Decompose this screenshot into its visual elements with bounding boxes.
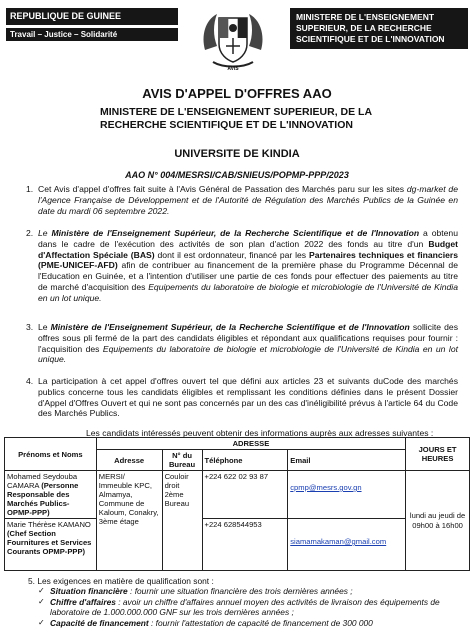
paragraph-2-number: 2.: [26, 228, 34, 238]
col-phone-header: Téléphone: [202, 450, 288, 471]
paragraph-3-number: 3.: [26, 322, 34, 332]
paragraph-text-run: dont il est ordonnateur, financé par les: [154, 249, 309, 260]
list-item: [28, 586, 468, 596]
requirement-text: : fournir l'attestation de capacité de financement de 300 000: [148, 617, 373, 628]
paragraph-text-run: La participation à cet appel d'offres ouvert tel que défini aux articles 23 et suivants duCode des marchés publics concerne tous les candidats éligibles et remplissant les conditions définies dans le présent Dossier d'Appel d'Offres Ouvert et qui ne sont pas concernés par un des cas d'inéligibilité prévus à l'article 64 du Code des Marchés Publics.: [38, 376, 458, 419]
contact-1-cell: [5, 471, 97, 519]
col-name-header: Prénoms et Noms: [5, 438, 97, 471]
guinea-coat-of-arms-icon: [199, 6, 267, 74]
contact-2-name: Marie Thérèse KAMANO: [7, 520, 91, 529]
office-cell: Couloir droit 2ème Bureau: [162, 471, 202, 571]
paragraph-4-number: 4.: [26, 376, 34, 386]
notice-title: AVIS D'APPEL D'OFFRES AAO: [142, 86, 332, 101]
paragraph-1-number: 1.: [26, 184, 34, 194]
paragraph-text-run: Cet Avis d'appel d'offres fait suite à l'Avis Général de Passation des Marchés paru sur les sites: [38, 184, 407, 194]
paragraph-2: [38, 228, 458, 304]
list-item: [28, 597, 468, 618]
requirements-section: [28, 576, 468, 628]
paragraph-text-run: Le: [38, 322, 51, 332]
paragraph-text-run: afin de contribuer au financement de la première phase du Programme Décennal de l'Education en Guinée, et a l'intention d'utiliser une partie de ces fonds pour effectuer des paiements au titre de marché d'acquisition des: [38, 260, 458, 292]
address-cell: MERSI/ Immeuble KPC, Almamya, Commune de Kaloum, Conakry, 3ème étage: [96, 471, 162, 571]
paragraph-text-run: Le: [38, 228, 52, 238]
republic-motto: Travail – Justice – Solidarité: [6, 28, 178, 41]
col-address-header: Adresse: [96, 450, 162, 471]
col-office-header: N° du Bureau: [162, 450, 202, 471]
contact-2-cell: [5, 519, 97, 571]
header-left: [6, 8, 178, 41]
requirement-text: : fournir une situation financière des trois dernières années ;: [127, 586, 353, 597]
table-row: [5, 519, 470, 571]
contact-1-email-link[interactable]: cpmp@mesrs.gov.gn: [290, 483, 362, 492]
ministry-name: MINISTERE DE L'ENSEIGNEMENT SUPERIEUR, DE LA RECHERCHE SCIENTIFIQUE ET DE L'INNOVATION: [100, 106, 372, 131]
ministry-header: MINISTERE DE L'ENSEIGNEMENT SUPERIEUR, DE LA RECHERCHE SCIENTIFIQUE ET DE L'INNOVATION: [290, 8, 468, 49]
requirement-text: : avoir un chiffre d'affaires annuel moyen des activités de livraison des équipements de laboratoire de 1.000.000.000 GNF sur les trois dernières années ;: [50, 596, 440, 618]
requirement-label: Situation financière: [50, 586, 128, 597]
col-email-header: Email: [288, 450, 406, 471]
paragraph-text-run: Ministère de l'Enseignement Supérieur, de la Recherche Scientifique et de l'Innovation: [51, 228, 420, 238]
emblem-caption: AVIS: [227, 66, 239, 72]
requirements-intro: [28, 576, 468, 586]
contact-1-role: (Personne Responsable des Marchés Publics-OPMP-PPP): [7, 481, 79, 517]
contacts-table: [4, 437, 470, 571]
hours-cell: lundi au jeudi de 09h00 à 16h00: [406, 471, 470, 571]
contact-2-role: (Chef Section Fournitures et Services Courants OPMP-PPP): [7, 529, 92, 556]
paragraph-text-run: Ministère de l'Enseignement Supérieur, de la Recherche Scientifique et de l'Innovation: [50, 322, 410, 332]
contact-1-name: Mohamed Seydouba CAMARA: [7, 472, 78, 490]
table-row: [5, 471, 470, 519]
requirement-label: Capacité de financement: [50, 617, 149, 628]
col-address-group-header: ADRESSE: [96, 438, 405, 450]
republic-title: REPUBLIQUE DE GUINEE: [6, 8, 178, 25]
contact-2-email-link[interactable]: siamamakaman@gmail.com: [290, 537, 387, 546]
paragraph-3: [38, 322, 458, 365]
contact-1-phone: +224 622 02 93 87: [202, 471, 288, 519]
col-hours-header: JOURS ET HEURES: [406, 438, 470, 471]
university-name: UNIVERSITE DE KINDIA: [174, 148, 300, 160]
requirements-list: [28, 586, 468, 628]
paragraph-text-run: Equipements du laboratoire de biologie et microbiologie de l'Université de Kindia en un lot unique.: [38, 343, 458, 365]
requirements-intro-text: Les exigences en matière de qualification sont :: [37, 576, 214, 586]
paragraph-text-run: sollicite des offres sous pli fermé de la part des candidats éligibles et répondant aux qualifications requises pour fournir : l'acquisition des: [38, 322, 458, 354]
requirements-number: 5.: [28, 576, 35, 586]
paragraph-text-run: Equipements du laboratoire de biologie et microbiologie de l'Université de Kindia en un lot unique.: [38, 281, 458, 303]
paragraph-text-run: dg-market de l'Agence Française de Développement et de l'Autorité de Régulation des Marchés Publics de la Guinée en date du mardi 06 septembre 2022.: [38, 184, 458, 216]
paragraph-text-run: Partenaires techniques et financiers (PME-UNICEF-AFD): [38, 249, 458, 271]
list-item: [28, 618, 468, 628]
requirement-label: Chiffre d'affaires: [50, 596, 116, 607]
paragraph-text-run: a obtenu dans le cadre de l'exécution des activités de son plan d'action 2022 des fonds au titre d'un: [38, 228, 458, 249]
contact-2-phone: +224 628544953: [202, 519, 288, 571]
paragraph-text-run: Budget d'Affectation Spéciale (BAS): [38, 238, 458, 260]
contacts-intro: Les candidats intéressés peuvent obtenir des informations auprès aux adresses suivantes :: [86, 428, 434, 438]
paragraph-1: [38, 184, 458, 216]
notice-reference: AAO N° 004/MESRSI/CAB/SNIEUS/POPMP-PPP/2023: [125, 170, 349, 180]
paragraph-4: [38, 376, 458, 419]
